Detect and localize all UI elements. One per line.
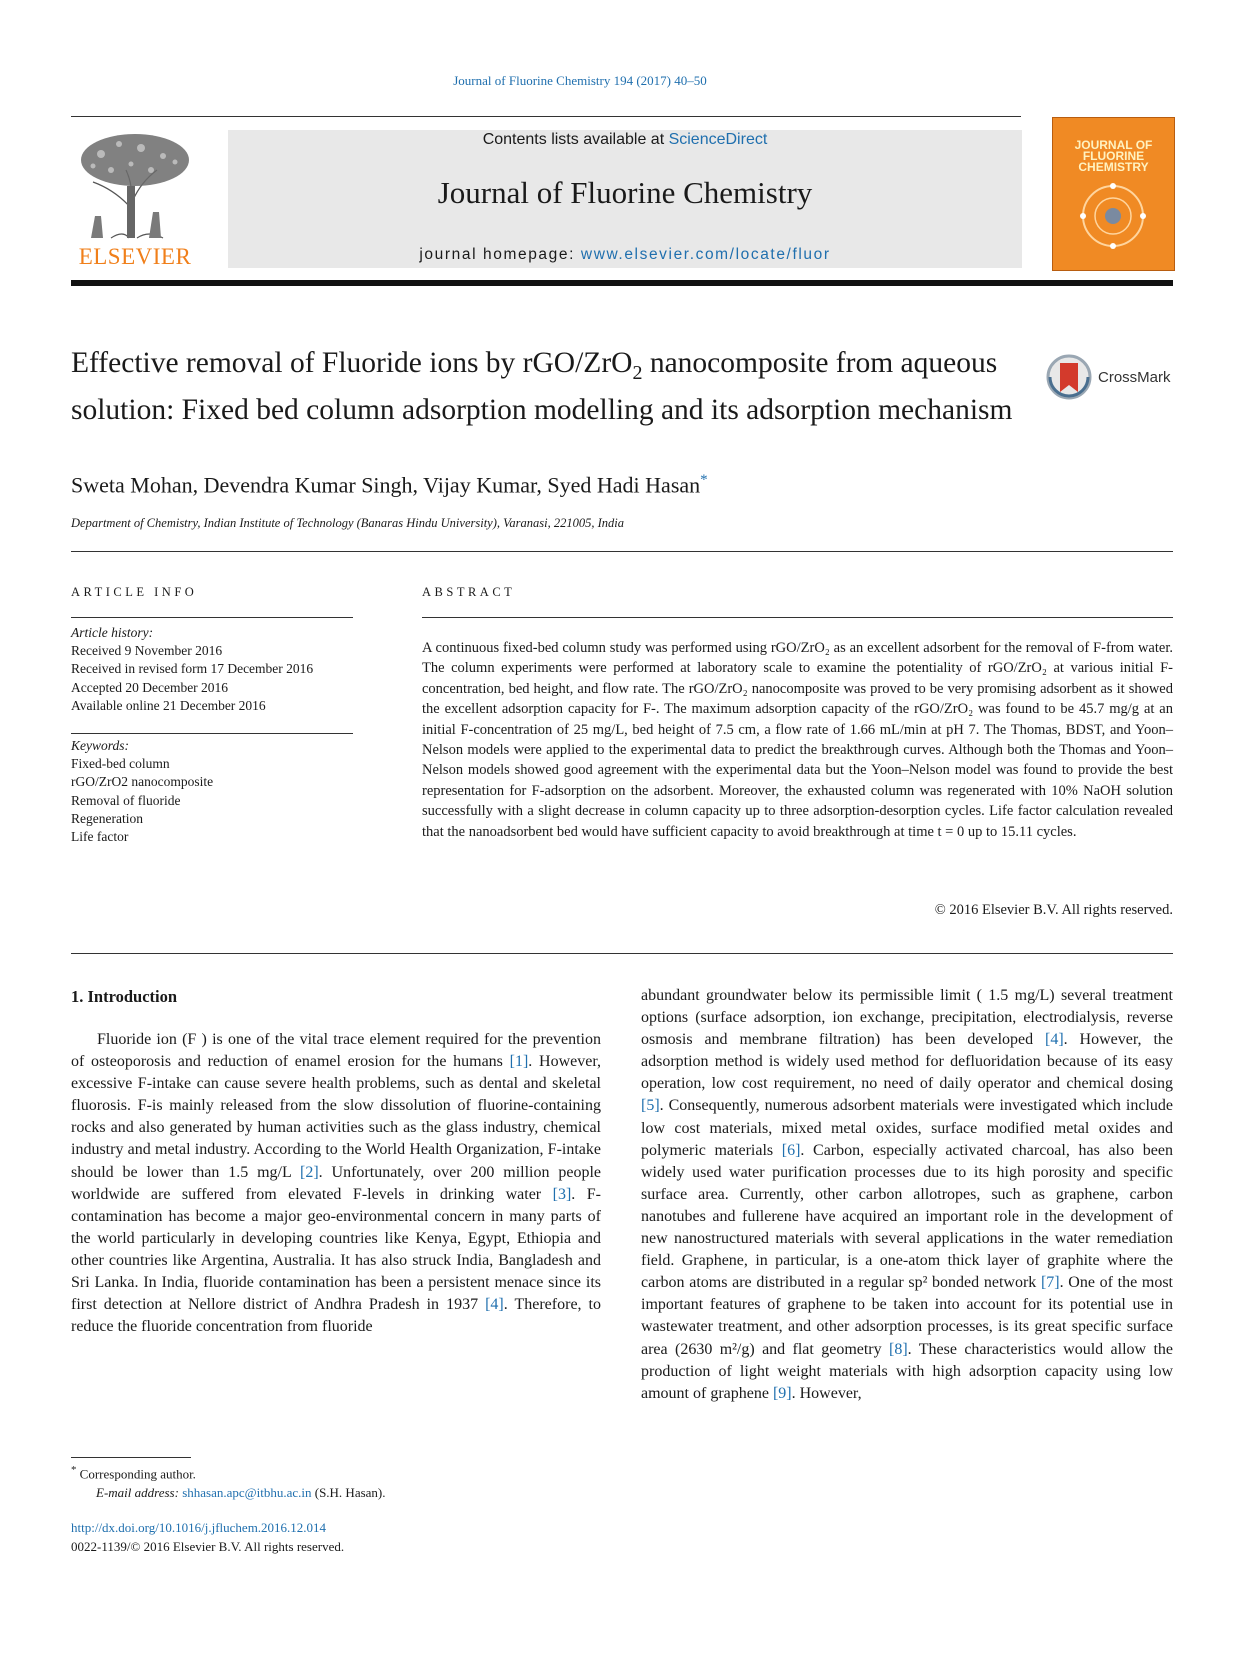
corresponding-author-mark[interactable]: *	[700, 472, 708, 488]
title-divider	[71, 551, 1173, 552]
citation-link[interactable]: [9]	[772, 1384, 792, 1402]
abstract-heading: ABSTRACT	[422, 585, 516, 599]
article-info-rule	[71, 617, 353, 618]
keywords-rule	[71, 733, 353, 734]
author-list	[71, 472, 708, 498]
citation-link[interactable]: [6]	[781, 1141, 801, 1159]
footnote-corresponding: Corresponding author.	[79, 1466, 196, 1482]
abstract-copyright: © 2016 Elsevier B.V. All rights reserved.	[934, 902, 1173, 918]
intro-right-column	[641, 985, 1173, 1405]
body-text: abundant groundwater below its permissible limit ( 1.5 mg/L) several treatment options (surface adsorption, ion exchange, precipitation, electrodialysis, reverse osmosis and membrane filtration) has been developed	[641, 987, 1173, 1049]
journal-reference-link[interactable]: Journal of Fluorine Chemistry 194 (2017) 40–50	[453, 73, 707, 88]
title-part2: nanocomposite from aqueous solution: Fixed bed column adsorption modelling and its adsorption mechanism	[71, 347, 1013, 426]
cover-title: JOURNAL OF FLUORINE CHEMISTRY	[1074, 138, 1153, 174]
body-text: . Therefore, to reduce the fluoride concentration from fluoride	[71, 1296, 602, 1336]
introduction-heading: 1. Introduction	[71, 987, 178, 1006]
sciencedirect-link[interactable]: ScienceDirect	[668, 131, 768, 148]
abstract-rule	[422, 617, 1173, 618]
title-subscript: 2	[632, 361, 643, 384]
body-text: . However,	[791, 1384, 862, 1402]
body-text: . Carbon, especially activated charcoal, has also been widely used water purification processes due to its high porosity and specific surface area. Currently, other carbon allotropes, such as graphene, carbon nanotubes and fullerene have acquired an important role in the development of new nanostructured materials with several applications in the water remediation field. Graphene, in particular, is a one-atom thick layer of graphite where the carbon atoms are distributed in a regular sp² bonded network	[641, 1141, 1174, 1292]
journal-title: Journal of Fluorine Chemistry	[437, 175, 813, 210]
keywords-list	[71, 737, 353, 846]
body-text: . However, the adsorption method is widely used method for defluoridation because of its easy operation, low cost requirement, no need of daily operator and chemical dosing	[641, 1031, 1173, 1093]
article-history	[71, 624, 353, 715]
abstract-text: A continuous fixed-bed column study was performed using rGO/ZrO₂ as an excellent adsorbent for the removal of F-from water. The column experiments were performed at laboratory scale to examine the potentiality of rGO/ZrO₂ at various initial F-concentration, bed height, and flow rate. The rGO/ZrO₂ nanocomposite was proved to be very promising adsorbent as it showed the excellent adsorption capacity for F-. The maximum adsorption capacity of the rGO/ZrO₂ was found to be 45.7 mg/g at an initial F-concentration of 25 mg/L, bed height of 7.5 cm, a flow rate of 1.66 mL/min at pH 7. The Thomas, BDST, and Yoon–Nelson models were applied to the experimental data to predict the breakthrough curves. Although both the Thomas and Yoon–Nelson models showed good agreement with the experimental data but the Yoon–Nelson model was found to provide the best representation for F-adsorption on the adsorbent. Moreover, the exhausted column was regenerated with 10% NaOH solution successfully with a slight decrease in column capacity up to three adsorption-desorption cycles. Life factor calculation revealed that the nanoadsorbent bed would have sufficient capacity to avoid breakthrough at time t = 0 up to 15.11 cycles.	[422, 640, 1173, 840]
body-text: . One of the most important features of graphene to be taken into account for its potential use in wastewater treatment, and other adsorption processes, is its great specific surface area (2630 m²/g) and flat geometry	[641, 1274, 1174, 1358]
keyword-item: Fixed-bed column	[71, 756, 170, 772]
body-text: . Unfortunately, over 200 million people worldwide are suffered from elevated F-levels in drinking water	[71, 1163, 602, 1203]
body-text: Fluoride ion (F ) is one of the vital trace element required for the prevention of osteoporosis and reduction of enamel erosion for the humans	[71, 1031, 601, 1071]
keyword-item: Life factor	[71, 829, 129, 845]
email-label: E-mail address:	[96, 1485, 183, 1501]
keyword-item: Regeneration	[71, 810, 143, 826]
contents-line	[228, 130, 1022, 149]
citation-link[interactable]: [2]	[300, 1163, 319, 1181]
doi-link[interactable]: http://dx.doi.org/10.1016/j.jfluchem.2016.12.014	[71, 1520, 327, 1535]
journal-header-box	[228, 130, 1022, 268]
email-suffix: (S.H. Hasan).	[311, 1485, 386, 1501]
citation-link[interactable]: [3]	[552, 1185, 572, 1203]
elsevier-wordmark: ELSEVIER	[78, 244, 192, 269]
title-part1: Effective removal of Fluoride ions by rGO/ZrO	[71, 347, 633, 379]
email-link[interactable]: shhasan.apc@itbhu.ac.in	[182, 1485, 312, 1501]
keywords-label: Keywords:	[71, 738, 129, 753]
citation-link[interactable]: [1]	[509, 1053, 529, 1071]
citation-link[interactable]: [7]	[1040, 1274, 1060, 1292]
elsevier-tree-icon	[71, 130, 199, 242]
journal-reference[interactable]	[0, 73, 1160, 89]
footnote	[71, 1461, 386, 1502]
header-thick-rule	[71, 280, 1173, 286]
keyword-item: Removal of fluoride	[71, 792, 181, 808]
journal-cover-image	[1052, 117, 1175, 271]
body-text: . However, excessive F-intake can cause severe health problems, such as dental and skeletal fluorosis. F-is mainly released from the slow dissolution of fluorine-containing rocks and also generated by human activities such as the glass industry, chemical industry and metal industry. According to the World Health Organization, F-intake should be lower than 1.5 mg/L	[71, 1053, 602, 1181]
authors-text: Sweta Mohan, Devendra Kumar Singh, Vijay Kumar, Syed Hadi Hasan	[71, 472, 701, 498]
keyword-item: rGO/ZrO2 nanocomposite	[71, 774, 214, 790]
footnote-mark: *	[71, 1464, 77, 1476]
citation-link[interactable]: [8]	[889, 1340, 908, 1358]
crossmark-badge[interactable]	[1046, 354, 1176, 400]
elsevier-logo	[71, 130, 199, 270]
history-item: Received in revised form 17 December 2016	[71, 661, 314, 677]
article-info-heading: ARTICLE INFO	[71, 585, 198, 599]
body-text: . F-contamination has become a major geo-environmental concern in many parts of the world particularly in developing countries like Kenya, Egypt, Ethiopia and other countries like Argentina, Australia. It has also struck India, Bangladesh and Sri Lanka. In India, fluoride contamination has been a persistent menace since its first detection at Nellore district of Andhra Pradesh in 1937	[71, 1185, 601, 1314]
header-top-rule	[71, 116, 1021, 117]
crossmark-label: CrossMark	[1098, 369, 1171, 386]
homepage-link[interactable]: www.elsevier.com/locate/fluor	[580, 246, 831, 263]
body-text: . Consequently, numerous adsorbent materials were investigated which include low cost materials, mixed metal oxides, surface modified metal oxides and polymeric materials	[641, 1097, 1173, 1159]
citation-link[interactable]: [4]	[485, 1296, 504, 1314]
intro-left-column	[71, 1029, 601, 1338]
abstract-bottom-rule	[71, 953, 1173, 954]
issn-copyright: 0022-1139/© 2016 Elsevier B.V. All rights reserved.	[71, 1539, 345, 1554]
affiliation: Department of Chemistry, Indian Institute of Technology (Banaras Hindu University), Varanasi, 221005, India	[71, 516, 624, 530]
history-label: Article history:	[71, 625, 154, 640]
history-item: Available online 21 December 2016	[71, 697, 266, 713]
citation-link[interactable]: [5]	[641, 1097, 660, 1115]
citation-link[interactable]: [4]	[1045, 1031, 1064, 1049]
crossmark-icon	[1046, 354, 1092, 400]
cover-atom-icon	[1073, 176, 1153, 256]
footnote-rule	[71, 1457, 191, 1458]
doi[interactable]	[71, 1520, 326, 1536]
homepage-line	[228, 246, 1022, 264]
history-item: Accepted 20 December 2016	[71, 679, 229, 695]
body-text: . These characteristics would allow the production of light weight materials with high adsorption capacity using low amount of graphene	[641, 1340, 1173, 1402]
contents-prefix: Contents lists available at	[482, 131, 669, 148]
article-title	[71, 345, 1031, 429]
homepage-prefix: journal homepage:	[419, 246, 581, 263]
history-item: Received 9 November 2016	[71, 643, 223, 659]
